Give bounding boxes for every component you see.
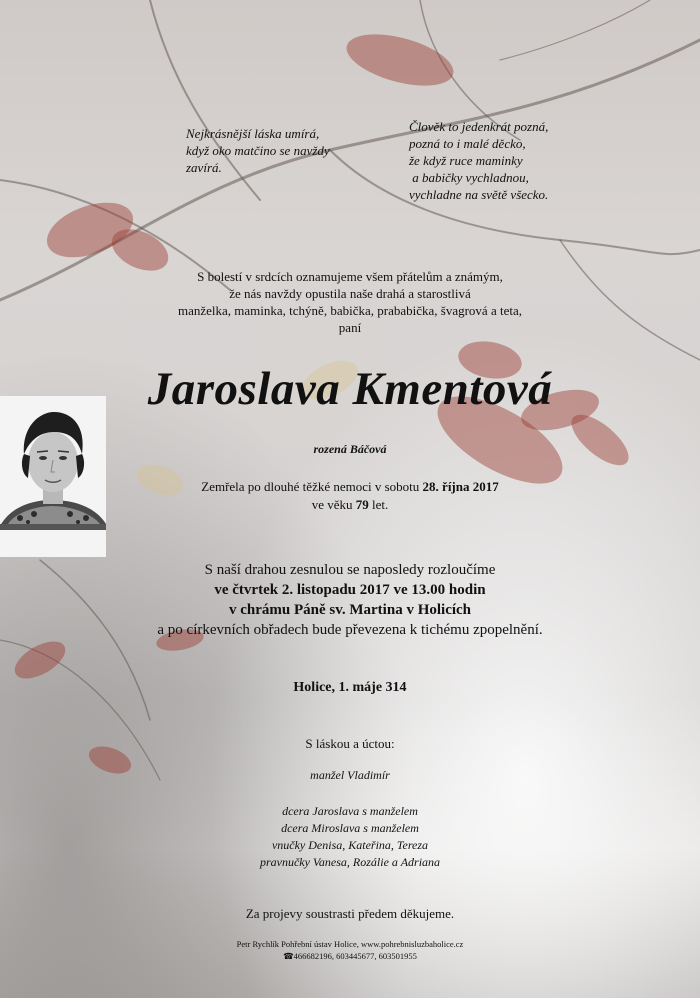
funeral-line: S naší drahou zesnulou se naposledy rozloučíme (204, 562, 496, 578)
portrait-photo (0, 396, 106, 557)
funeral-info (0, 560, 700, 640)
family-list (0, 767, 700, 871)
family-member: pravnučky Vanesa, Rozálie a Adriana (259, 855, 441, 869)
poem-right-line: že když ruce maminky (409, 153, 523, 168)
footer-line-1: Petr Rychlík Pohřební ústav Holice, www.pohrebnisluzbaholice.cz (236, 939, 464, 949)
funeral-date: ve čtvrtek 2. listopadu 2017 ve 13.00 hodin (214, 582, 486, 598)
family-member: dcera Jaroslava s manželem (282, 804, 418, 818)
deceased-name: Jaroslava Kmentová (147, 363, 553, 415)
thanks-note: Za projevy soustrasti předem děkujeme. (245, 906, 455, 921)
announcement-intro (0, 268, 700, 336)
poem-right-line: a babičky vychladnou, (409, 170, 529, 185)
funeral-home-footer (0, 938, 700, 962)
spacer (0, 784, 700, 803)
death-text: Zemřela po dlouhé těžké nemoci v sobotu (201, 479, 423, 494)
poem-left-line: když oko matčino se navždy (186, 143, 330, 158)
family-member: dcera Miroslava s manželem (281, 821, 419, 835)
poem-right-line: pozná to i malé děcko, (409, 136, 526, 151)
death-date: 28. října 2017 (422, 479, 499, 494)
intro-line: paní (338, 320, 362, 335)
death-line-1 (0, 478, 700, 496)
age-prefix: ve věku (311, 497, 356, 512)
poem-left-line: Nejkrásnější láska umírá, (186, 126, 320, 141)
poem-right-line: Člověk to jedenkrát pozná, (409, 119, 549, 134)
poem-left (186, 125, 330, 176)
regards: S láskou a úctou: (305, 736, 395, 751)
phone-numbers: 466682196, 603445677, 603501955 (293, 951, 417, 961)
address: Holice, 1. máje 314 (293, 680, 407, 695)
death-info (0, 478, 700, 514)
funeral-line: a po církevních obřadech bude převezena k tichému zpopelnění. (157, 622, 543, 638)
age-value: 79 (355, 497, 369, 512)
funeral-place: v chrámu Páně sv. Martina v Holicích (228, 602, 472, 618)
footer-line-2 (0, 950, 700, 962)
poem-left-line: zavírá. (186, 160, 222, 175)
poem-right (409, 118, 548, 203)
phone-icon: ☎ (283, 951, 294, 961)
poem-right-line: vychladne na světě všecko. (409, 187, 549, 202)
intro-line: že nás navždy opustila naše drahá a starostlivá (229, 286, 471, 301)
family-husband: manžel Vladimír (310, 768, 390, 782)
death-line-2 (0, 496, 700, 514)
age-suffix: let. (368, 497, 389, 512)
intro-line: S bolestí v srdcích oznamujeme všem přátelům a známým, (197, 269, 503, 284)
intro-line: manželka, maminka, tchýně, babička, prababička, švagrová a teta, (178, 303, 522, 318)
maiden-name: rozená Báčová (313, 442, 387, 456)
family-member: vnučky Denisa, Kateřina, Tereza (271, 838, 429, 852)
